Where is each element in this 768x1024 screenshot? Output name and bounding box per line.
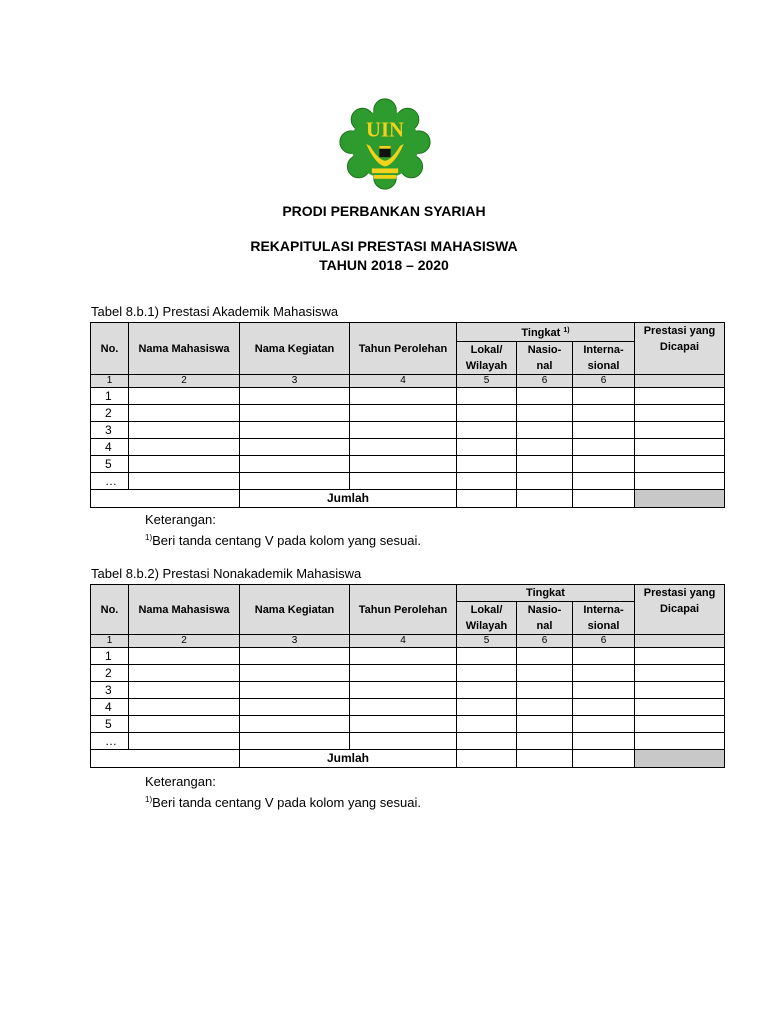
- table-row: [91, 405, 725, 422]
- cell[interactable]: [573, 388, 635, 405]
- cell[interactable]: [635, 716, 725, 733]
- cell[interactable]: [129, 439, 240, 456]
- cell[interactable]: [240, 716, 350, 733]
- column-number-row: [91, 635, 725, 648]
- svg-text:UIN: UIN: [366, 119, 404, 142]
- column-number: 1: [91, 375, 129, 388]
- cell[interactable]: [350, 665, 457, 682]
- header-prestasi: Prestasi yang Dicapai: [635, 323, 725, 375]
- cell[interactable]: [457, 456, 517, 473]
- table-row: [91, 648, 725, 665]
- header-nasional: Nasio- nal: [517, 342, 573, 375]
- table-row: [91, 473, 725, 490]
- note-text: $^{1)}$Beri tanda centang V pada kolom yang sesuai.: [145, 795, 421, 810]
- uin-logo-icon: [338, 97, 432, 191]
- table-row: [91, 665, 725, 682]
- total-row: [91, 490, 725, 508]
- column-number: [635, 635, 725, 648]
- cell[interactable]: [457, 716, 517, 733]
- header-tahun-perolehan: Tahun Perolehan: [350, 323, 457, 375]
- header-prestasi: Prestasi yang Dicapai: [635, 585, 725, 635]
- cell[interactable]: [517, 716, 573, 733]
- table-2-note: [145, 773, 421, 812]
- cell[interactable]: [635, 665, 725, 682]
- header-nasional: Nasio- nal: [517, 602, 573, 635]
- header-nama-mahasiswa: Nama Mahasiswa: [129, 585, 240, 635]
- column-number: [635, 375, 725, 388]
- cell[interactable]: [240, 388, 350, 405]
- cell[interactable]: [517, 648, 573, 665]
- cell[interactable]: [129, 699, 240, 716]
- header-no: No.: [91, 585, 129, 635]
- header-no: No.: [91, 323, 129, 375]
- table-row: [91, 682, 725, 699]
- cell[interactable]: [573, 405, 635, 422]
- column-number: 5: [457, 635, 517, 648]
- row-number: 4: [91, 699, 129, 716]
- total-prestasi: [635, 490, 725, 508]
- cell[interactable]: [573, 665, 635, 682]
- cell[interactable]: [635, 439, 725, 456]
- table-1-note: [145, 511, 421, 550]
- cell[interactable]: [240, 648, 350, 665]
- total-lokal[interactable]: [457, 490, 517, 508]
- table-row: [91, 456, 725, 473]
- cell[interactable]: [517, 439, 573, 456]
- column-number: 6: [573, 375, 635, 388]
- cell[interactable]: [350, 439, 457, 456]
- report-title: REKAPITULASI PRESTASI MAHASISWA: [250, 238, 518, 254]
- cell[interactable]: [573, 648, 635, 665]
- header-internasional: Interna- sional: [573, 342, 635, 375]
- column-number: 2: [129, 375, 240, 388]
- header-tingkat: Tingkat $^{1)}$: [457, 323, 635, 342]
- header-nama-mahasiswa: Nama Mahasiswa: [129, 323, 240, 375]
- cell[interactable]: [573, 733, 635, 750]
- cell[interactable]: [350, 422, 457, 439]
- row-number: 2: [91, 665, 129, 682]
- cell[interactable]: [240, 733, 350, 750]
- cell[interactable]: [573, 473, 635, 490]
- cell[interactable]: [517, 473, 573, 490]
- header-lokal: Lokal/ Wilayah: [457, 342, 517, 375]
- cell[interactable]: [240, 439, 350, 456]
- cell[interactable]: [635, 682, 725, 699]
- cell[interactable]: [129, 473, 240, 490]
- total-label: Jumlah: [240, 750, 457, 768]
- cell[interactable]: [573, 682, 635, 699]
- row-number: …: [91, 473, 129, 490]
- table-prestasi-nonakademik: [90, 584, 725, 768]
- cell[interactable]: [129, 405, 240, 422]
- note-label: Keterangan:: [145, 774, 216, 789]
- cell[interactable]: [573, 456, 635, 473]
- cell[interactable]: [240, 473, 350, 490]
- total-internasional[interactable]: [573, 750, 635, 768]
- cell[interactable]: [129, 422, 240, 439]
- total-label: Jumlah: [240, 490, 457, 508]
- column-number: 4: [350, 635, 457, 648]
- cell[interactable]: [457, 422, 517, 439]
- total-nasional[interactable]: [517, 490, 573, 508]
- column-number: 1: [91, 635, 129, 648]
- cell[interactable]: [240, 456, 350, 473]
- cell[interactable]: [635, 405, 725, 422]
- cell[interactable]: [635, 388, 725, 405]
- column-number: 3: [240, 635, 350, 648]
- cell[interactable]: [457, 648, 517, 665]
- cell[interactable]: [457, 388, 517, 405]
- row-number: 5: [91, 716, 129, 733]
- report-year: TAHUN 2018 – 2020: [319, 257, 449, 273]
- cell[interactable]: [129, 456, 240, 473]
- cell[interactable]: [129, 733, 240, 750]
- total-blank: [91, 490, 240, 508]
- cell[interactable]: [635, 422, 725, 439]
- header-tingkat: Tingkat: [457, 585, 635, 602]
- header-internasional: Interna- sional: [573, 602, 635, 635]
- cell[interactable]: [635, 456, 725, 473]
- cell[interactable]: [457, 405, 517, 422]
- table-1-caption: Tabel 8.b.1) Prestasi Akademik Mahasiswa: [91, 304, 339, 319]
- header-nama-kegiatan: Nama Kegiatan: [240, 323, 350, 375]
- cell[interactable]: [350, 456, 457, 473]
- header-lokal: Lokal/ Wilayah: [457, 602, 517, 635]
- cell[interactable]: [350, 648, 457, 665]
- column-number: 6: [517, 375, 573, 388]
- column-number: 5: [457, 375, 517, 388]
- cell[interactable]: [517, 699, 573, 716]
- cell[interactable]: [457, 473, 517, 490]
- cell[interactable]: [129, 716, 240, 733]
- cell[interactable]: [517, 422, 573, 439]
- cell[interactable]: [517, 682, 573, 699]
- total-internasional[interactable]: [573, 490, 635, 508]
- total-prestasi: [635, 750, 725, 768]
- total-lokal[interactable]: [457, 750, 517, 768]
- total-nasional[interactable]: [517, 750, 573, 768]
- header-tahun-perolehan: Tahun Perolehan: [350, 585, 457, 635]
- cell[interactable]: [517, 733, 573, 750]
- cell[interactable]: [517, 665, 573, 682]
- column-number: 6: [573, 635, 635, 648]
- table-row: [91, 733, 725, 750]
- row-number: 1: [91, 648, 129, 665]
- cell[interactable]: [350, 388, 457, 405]
- row-number: 3: [91, 422, 129, 439]
- cell[interactable]: [457, 439, 517, 456]
- cell[interactable]: [517, 456, 573, 473]
- note-label: Keterangan:: [145, 512, 216, 527]
- cell[interactable]: [350, 405, 457, 422]
- cell[interactable]: [635, 648, 725, 665]
- cell[interactable]: [573, 716, 635, 733]
- cell[interactable]: [129, 665, 240, 682]
- column-number: 6: [517, 635, 573, 648]
- total-blank: [91, 750, 240, 768]
- row-number: 3: [91, 682, 129, 699]
- cell[interactable]: [350, 699, 457, 716]
- row-number: …: [91, 733, 129, 750]
- cell[interactable]: [457, 665, 517, 682]
- cell[interactable]: [517, 405, 573, 422]
- cell[interactable]: [350, 716, 457, 733]
- column-number: 4: [350, 375, 457, 388]
- row-number: 5: [91, 456, 129, 473]
- cell[interactable]: [240, 665, 350, 682]
- row-number: 2: [91, 405, 129, 422]
- cell[interactable]: [573, 422, 635, 439]
- cell[interactable]: [635, 699, 725, 716]
- cell[interactable]: [350, 682, 457, 699]
- cell[interactable]: [240, 405, 350, 422]
- total-row: [91, 750, 725, 768]
- prodi-title: PRODI PERBANKAN SYARIAH: [282, 203, 486, 219]
- table-row: [91, 699, 725, 716]
- cell[interactable]: [240, 682, 350, 699]
- cell[interactable]: [573, 699, 635, 716]
- cell[interactable]: [240, 699, 350, 716]
- column-number: 3: [240, 375, 350, 388]
- note-text: $^{1)}$Beri tanda centang V pada kolom yang sesuai.: [145, 533, 421, 548]
- cell[interactable]: [517, 388, 573, 405]
- table-prestasi-akademik: [90, 322, 725, 508]
- cell[interactable]: [129, 682, 240, 699]
- table-2-caption: Tabel 8.b.2) Prestasi Nonakademik Mahasiswa: [91, 566, 362, 581]
- cell[interactable]: [240, 422, 350, 439]
- cell[interactable]: [635, 473, 725, 490]
- row-number: 1: [91, 388, 129, 405]
- table-row: [91, 716, 725, 733]
- header-nama-kegiatan: Nama Kegiatan: [240, 585, 350, 635]
- table-row: [91, 439, 725, 456]
- cell[interactable]: [457, 699, 517, 716]
- row-number: 4: [91, 439, 129, 456]
- column-number-row: [91, 375, 725, 388]
- table-row: [91, 422, 725, 439]
- cell[interactable]: [457, 682, 517, 699]
- table-row: [91, 388, 725, 405]
- cell[interactable]: [350, 473, 457, 490]
- cell[interactable]: [129, 648, 240, 665]
- cell[interactable]: [350, 733, 457, 750]
- column-number: 2: [129, 635, 240, 648]
- cell[interactable]: [635, 733, 725, 750]
- cell[interactable]: [457, 733, 517, 750]
- cell[interactable]: [573, 439, 635, 456]
- cell[interactable]: [129, 388, 240, 405]
